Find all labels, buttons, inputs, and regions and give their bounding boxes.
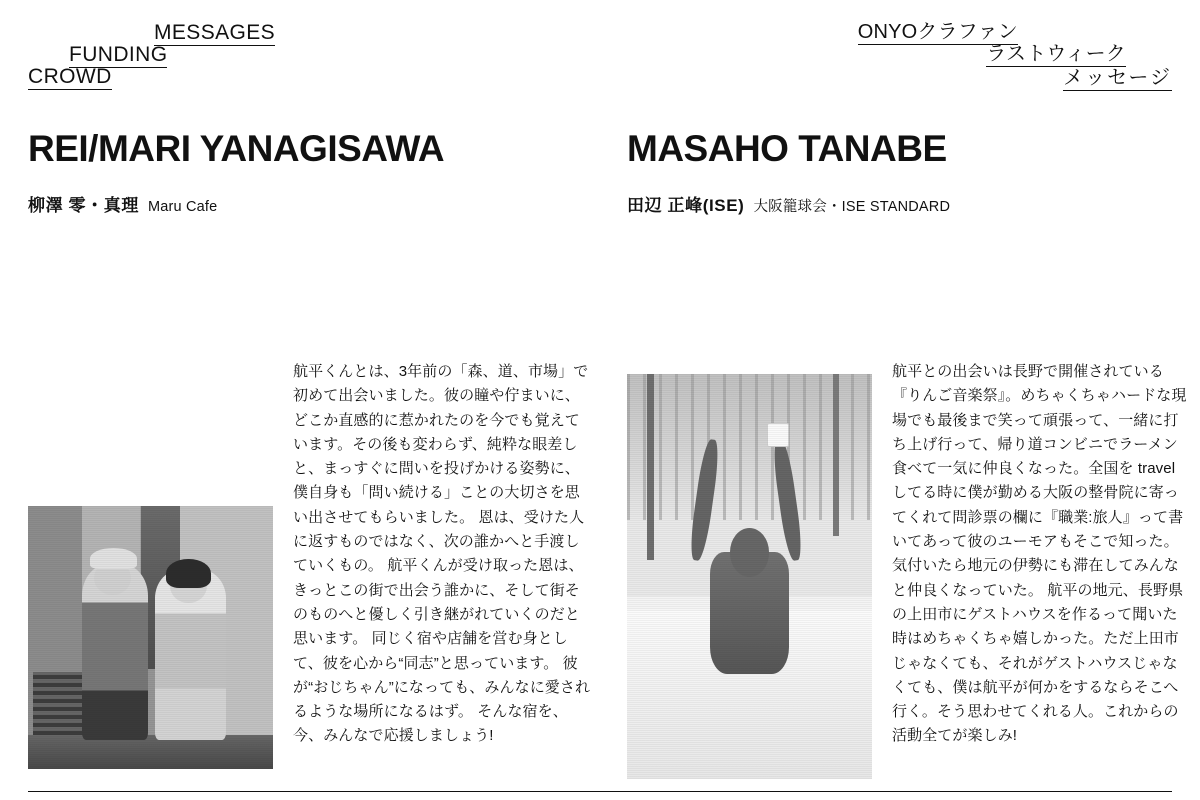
subtitle-left bbox=[28, 191, 593, 216]
header-left-line-funding: FUNDING bbox=[69, 43, 168, 66]
message-body-right bbox=[872, 360, 1192, 779]
message-text-right: 航平との出会いは長野で開催されている『りんご音楽祭』。めちゃくちゃハードな現場でも最後まで笑って頑張って、一緒に打ち上げ行って、帰り道コンビニでラーメン食べて一気に仲良くなった。全国を travel してる時に僕が勤める大阪の整骨院に寄ってくれて問診票の欄に『職業:旅人』って書いてあって彼のユーモアもそこで知った。気付いたら地元の伊勢にも滞在してみんなと仲良くなっていた。 航平の地元、長野県の上田市にゲストハウスを作るって聞いた時はめちゃくちゃ嬉しかった。ただ上田市じゃなくても、それがゲストハウスじゃなくても、僕は航平が何かをするならそこへ行く。そう思わせてくれる人。これからの活動全てが楽しみ! bbox=[892, 363, 1187, 745]
affiliation-left: Maru Cafe bbox=[147, 198, 218, 215]
header-left-line-crowd: CROWD bbox=[28, 65, 112, 88]
photo-tanabe bbox=[627, 374, 872, 779]
column-right-heading bbox=[627, 130, 1192, 216]
page-title-left: REI/MARI YANAGISAWA bbox=[28, 128, 445, 169]
subtitle-right bbox=[627, 191, 1192, 216]
affiliation-right: 大阪籠球会・ISE STANDARD bbox=[753, 198, 951, 215]
header-left-line-messages: MESSAGES bbox=[154, 21, 276, 44]
content-block-right bbox=[627, 360, 1192, 779]
page-title-right: MASAHO TANABE bbox=[627, 128, 947, 169]
header-right-line-campaign: ONYOクラファン bbox=[857, 21, 1018, 43]
header-right-line-message: メッセージ bbox=[1063, 67, 1172, 89]
header-right bbox=[752, 22, 1172, 92]
message-body-left bbox=[273, 360, 593, 769]
content-block-left bbox=[28, 360, 593, 769]
footer-divider bbox=[28, 791, 1172, 792]
header-left bbox=[28, 22, 448, 92]
message-text-left: 航平くんとは、3年前の「森、道、市場」で初めて出会いました。彼の瞳や佇まいに、どこか直感的に惹かれたのを今でも覚えています。その後も変わらず、純粋な眼差しと、まっすぐに問いを投げかける姿勢に、僕自身も「問い続ける」ことの大切さを思い出させてもらいました。 恩は、受けた人に返すものではなく、次の誰かへと手渡していくもの。 航平くんが受け取った恩は、きっとこの街で出会う誰かに、そして街そのものへと優しく引き継がれていくのだと思います。 同じく宿や店舗を営む身として、彼を心から“同志”と思っています。 彼が“おじちゃん”になっても、みんなに愛されるような場所になるはず。 そんな宿を、今、みんなで応援しましょう! bbox=[293, 363, 591, 745]
name-ja-right: 田辺 正峰(ISE) bbox=[627, 195, 745, 215]
column-left-heading bbox=[28, 130, 593, 216]
name-ja-left: 柳澤 零・真理 bbox=[28, 195, 139, 215]
header-right-line-lastweek: ラストウィーク bbox=[986, 43, 1126, 65]
photo-yanagisawa bbox=[28, 506, 273, 769]
